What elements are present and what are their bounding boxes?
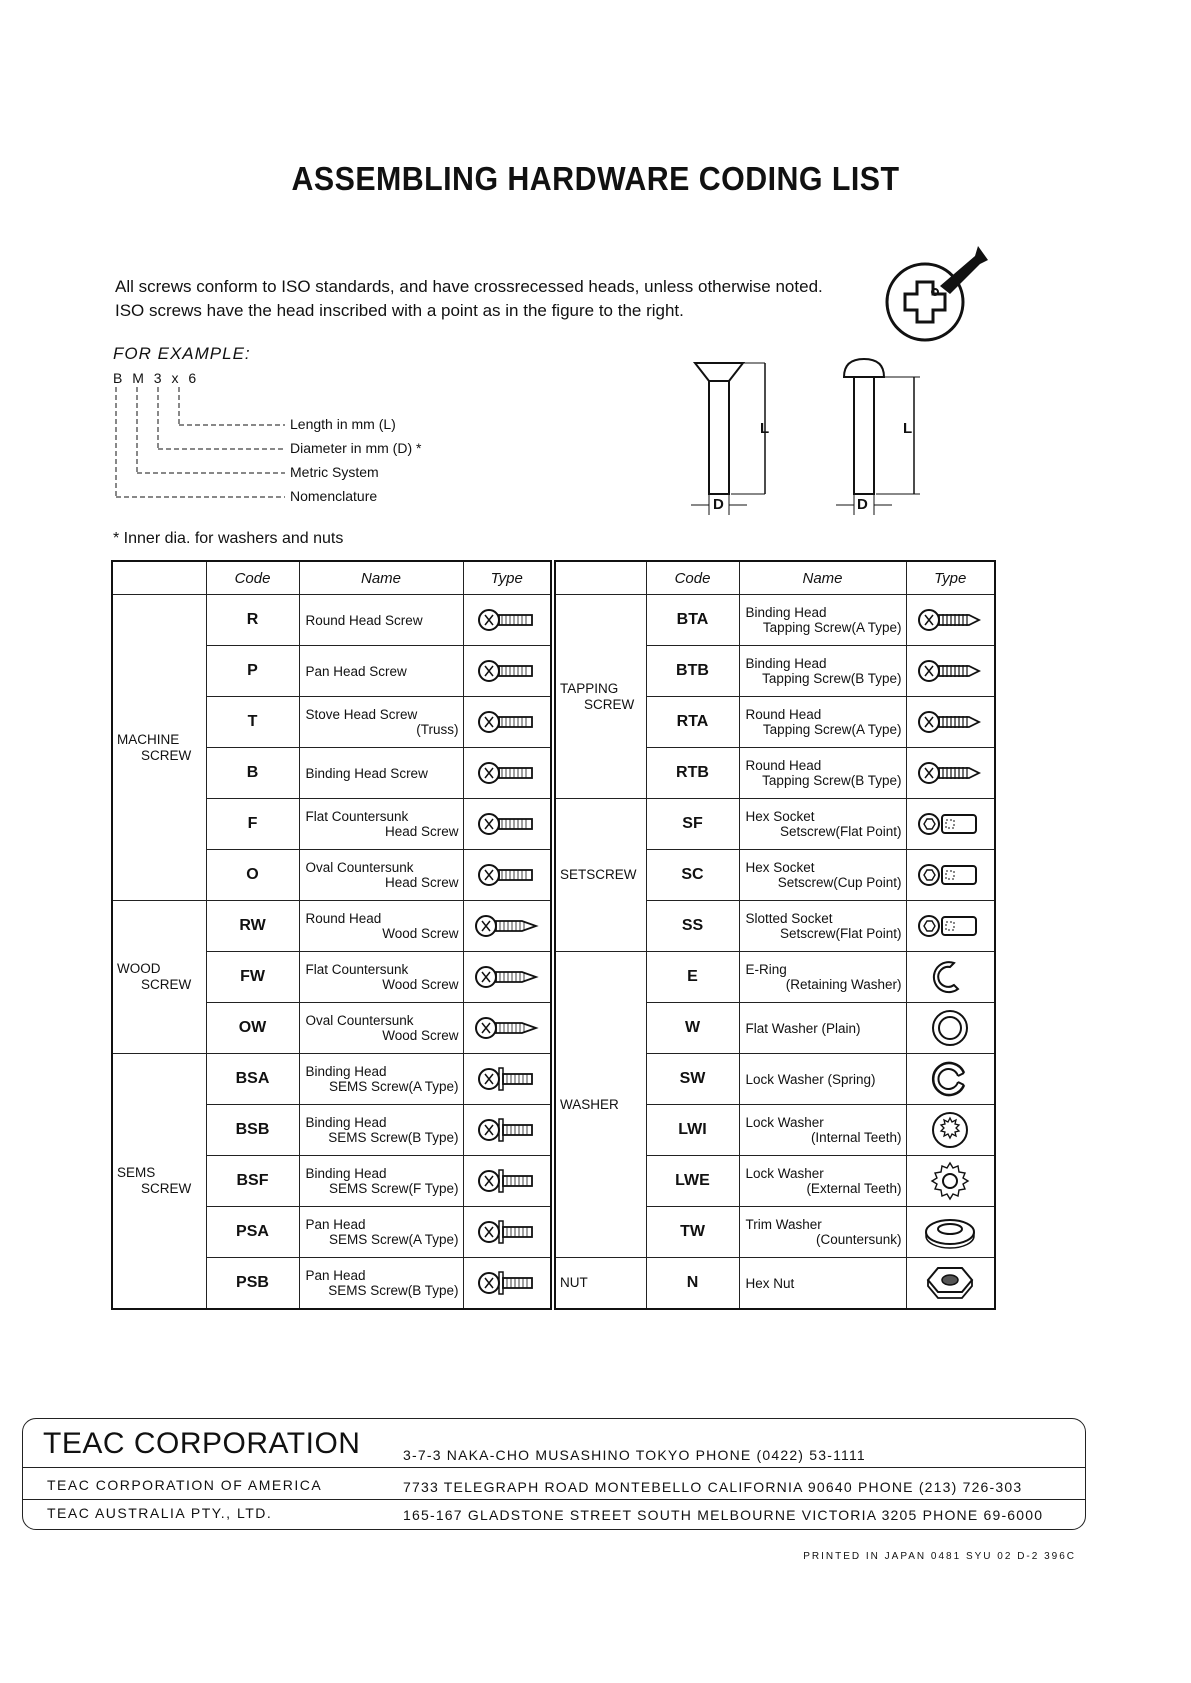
hardware-name-line-2: (Internal Teeth) (810, 1130, 902, 1145)
hardware-code: BSA (206, 1054, 299, 1105)
machine-screw-icon (463, 748, 551, 799)
hex-nut-icon (906, 1258, 995, 1310)
hardware-code: P (206, 646, 299, 697)
setscrew-icon (906, 901, 995, 952)
round-screw-dimension-figure (830, 355, 930, 520)
tapping-screw-icon (906, 595, 995, 646)
flat-washer-icon (906, 1003, 995, 1054)
table-row (555, 595, 995, 646)
hardware-name-line-2: Setscrew(Flat Point) (779, 926, 902, 941)
hardware-code: SF (646, 799, 739, 850)
hardware-name-line-2: (Truss) (416, 722, 459, 737)
hardware-name-line-2: Setscrew(Flat Point) (779, 824, 902, 839)
group-machine-screw-label: MACHINE (117, 731, 180, 747)
hardware-name (739, 1054, 906, 1105)
corp-australia-name: TEAC AUSTRALIA PTY., LTD. (47, 1505, 273, 1521)
group-machine-screw-label: SCREW (141, 747, 192, 763)
example-heading: FOR EXAMPLE: (113, 344, 251, 363)
hardware-name-line-2: (External Teeth) (806, 1181, 902, 1196)
hardware-name (299, 595, 463, 646)
hardware-code: RTA (646, 697, 739, 748)
hardware-name-line-1: Round Head Screw (305, 612, 423, 628)
group-nut-label: NUT (560, 1275, 588, 1290)
hardware-name (299, 748, 463, 799)
hardware-name (739, 595, 906, 646)
setscrew-icon (906, 799, 995, 850)
machine-screw-icon (463, 850, 551, 901)
hardware-name (299, 799, 463, 850)
type-header: Type (906, 561, 995, 595)
print-info: PRINTED IN JAPAN 0481 SYU 02 D-2 396C (803, 1551, 1076, 1562)
hardware-name-line-2: Wood Screw (382, 1028, 459, 1043)
group-tapping-screw-label: TAPPING (560, 680, 619, 696)
hardware-name (299, 1258, 463, 1310)
hardware-code: T (206, 697, 299, 748)
hardware-name-line-2: SEMS Screw(F Type) (328, 1181, 459, 1196)
hardware-name-line-1: Lock Washer (745, 1166, 824, 1181)
hardware-code: LWI (646, 1105, 739, 1156)
left-hardware-table (111, 560, 552, 1310)
sems-screw-icon (463, 1054, 551, 1105)
corp-australia-address: 165-167 GLADSTONE STREET SOUTH MELBOURNE VICTORIA 3205 PHONE 69-6000 (403, 1507, 1044, 1523)
hardware-name-line-1: Flat Countersunk (305, 809, 409, 824)
hardware-name (739, 901, 906, 952)
example-legend-lines (113, 385, 303, 505)
company-footer (22, 1418, 1086, 1530)
legend-length: Length in mm (L) (290, 416, 396, 432)
type-header: Type (463, 561, 551, 595)
table-row (555, 952, 995, 1003)
hardware-name (739, 1207, 906, 1258)
hardware-name-line-1: Lock Washer (745, 1115, 824, 1130)
machine-screw-icon (463, 646, 551, 697)
group-wood-screw-label: SCREW (141, 977, 192, 992)
sems-screw-icon (463, 1156, 551, 1207)
table-row (555, 799, 995, 850)
hardware-name-line-1: Pan Head (305, 1268, 366, 1283)
right-hardware-table (554, 560, 996, 1310)
hardware-name-line-2: SEMS Screw(A Type) (328, 1232, 459, 1247)
table-row (112, 1054, 551, 1105)
tapping-screw-icon (906, 748, 995, 799)
group-header-cell (555, 561, 646, 595)
hardware-name-line-1: Trim Washer (745, 1217, 822, 1232)
wood-screw-icon (463, 1003, 551, 1054)
hardware-name-line-2: SEMS Screw(B Type) (328, 1283, 459, 1298)
hardware-name-line-2: Tapping Screw(A Type) (762, 722, 902, 737)
hardware-name (299, 850, 463, 901)
hardware-name (739, 952, 906, 1003)
hardware-name (739, 697, 906, 748)
hardware-name (739, 850, 906, 901)
intro-text (115, 275, 823, 323)
sems-screw-icon (463, 1105, 551, 1156)
machine-screw-icon (463, 595, 551, 646)
wood-screw-icon (463, 901, 551, 952)
group-machine-screw (112, 595, 206, 901)
hardware-code: BTA (646, 595, 739, 646)
hardware-code: N (646, 1258, 739, 1310)
table-header-row (555, 561, 995, 595)
group-setscrew-label: SETSCREW (560, 867, 637, 882)
table-header-row (112, 561, 551, 595)
hardware-code: F (206, 799, 299, 850)
hardware-name-line-2: Head Screw (384, 824, 459, 839)
legend-metric: Metric System (290, 464, 379, 480)
hardware-name (299, 1003, 463, 1054)
hardware-name-line-1: Pan Head (305, 1217, 366, 1232)
hardware-name-line-2: Wood Screw (382, 977, 459, 992)
tapping-screw-icon (906, 646, 995, 697)
hardware-name (739, 799, 906, 850)
flat-screw-dimension-figure (685, 355, 785, 520)
hardware-code: O (206, 850, 299, 901)
hardware-name-line-1: Pan Head Screw (305, 663, 407, 679)
internal-tooth-washer-icon (906, 1105, 995, 1156)
hardware-name (299, 901, 463, 952)
hardware-code: W (646, 1003, 739, 1054)
hardware-name-line-1: Round Head (305, 911, 382, 926)
machine-screw-icon (463, 697, 551, 748)
table-row (555, 1258, 995, 1310)
corp-america-name: TEAC CORPORATION OF AMERICA (47, 1477, 323, 1493)
hardware-name (739, 1105, 906, 1156)
hardware-name-line-1: Lock Washer (Spring) (745, 1071, 876, 1087)
code-header: Code (646, 561, 739, 595)
hardware-name-line-1: Binding Head (745, 605, 827, 620)
corp-america-address: 7733 TELEGRAPH ROAD MONTEBELLO CALIFORNIA 90640 PHONE (213) 726-303 (403, 1479, 1023, 1495)
hardware-name (739, 646, 906, 697)
legend-nomenclature: Nomenclature (290, 488, 378, 504)
hardware-code: BSF (206, 1156, 299, 1207)
hardware-name (739, 748, 906, 799)
hardware-name (299, 1207, 463, 1258)
table-row (112, 595, 551, 646)
hardware-name-line-2: (Retaining Washer) (785, 977, 902, 992)
hardware-name (739, 1156, 906, 1207)
wood-screw-icon (463, 952, 551, 1003)
hardware-code: RW (206, 901, 299, 952)
trim-washer-icon (906, 1207, 995, 1258)
hardware-code: BSB (206, 1105, 299, 1156)
dim-L-round: L (903, 420, 913, 437)
hardware-name-line-2: Tapping Screw(B Type) (762, 671, 902, 686)
code-header: Code (206, 561, 299, 595)
hardware-name-line-1: Oval Countersunk (305, 860, 414, 875)
hardware-code: TW (646, 1207, 739, 1258)
hardware-name-line-2: SEMS Screw(B Type) (328, 1130, 459, 1145)
hardware-name-line-1: Binding Head (745, 656, 827, 671)
hardware-code: PSA (206, 1207, 299, 1258)
hardware-name-line-1: Flat Washer (Plain) (745, 1020, 861, 1036)
page-title: ASSEMBLING HARDWARE CODING LIST (291, 160, 900, 197)
hardware-name (299, 1105, 463, 1156)
corp-main-address: 3-7-3 NAKA-CHO MUSASHINO TOKYO PHONE (0422) 53-1111 (403, 1447, 866, 1463)
hardware-name-line-2: (Countersunk) (815, 1232, 902, 1247)
hardware-code: LWE (646, 1156, 739, 1207)
group-sems-screw (112, 1054, 206, 1310)
hardware-name-line-2: Tapping Screw(B Type) (762, 773, 902, 788)
hardware-name-line-1: E-Ring (745, 962, 787, 977)
hardware-name-line-1: Slotted Socket (745, 911, 833, 926)
legend-diameter: Diameter in mm (D) * (290, 440, 422, 456)
group-wood-screw (112, 901, 206, 1054)
intro-line-2: ISO screws have the head inscribed with a point as in the figure to the right. (115, 301, 684, 320)
dim-L-flat: L (760, 420, 770, 437)
hardware-name-line-1: Stove Head Screw (305, 707, 418, 722)
hardware-name (299, 646, 463, 697)
hardware-name-line-2: Tapping Screw(A Type) (762, 620, 902, 635)
hardware-name-line-2: Setscrew(Cup Point) (777, 875, 902, 890)
sems-screw-icon (463, 1258, 551, 1310)
hardware-name-line-1: Oval Countersunk (305, 1013, 414, 1028)
hardware-name (299, 1156, 463, 1207)
hardware-name (299, 697, 463, 748)
iso-head-figure-icon (880, 238, 1000, 348)
hardware-name (739, 1003, 906, 1054)
group-washer-label: WASHER (560, 1096, 619, 1112)
group-sems-screw-label: SCREW (141, 1181, 192, 1196)
machine-screw-icon (463, 799, 551, 850)
footnote: * Inner dia. for washers and nuts (113, 530, 344, 547)
dim-D-round: D (857, 496, 868, 513)
hardware-code: SC (646, 850, 739, 901)
example-code: B M 3 x 6 (113, 370, 200, 386)
name-header: Name (299, 561, 463, 595)
hardware-name-line-2: SEMS Screw(A Type) (328, 1079, 459, 1094)
hardware-name-line-2: Head Screw (384, 875, 459, 890)
hardware-name (299, 952, 463, 1003)
footer-divider (23, 1499, 1085, 1500)
name-header: Name (739, 561, 906, 595)
hardware-code: PSB (206, 1258, 299, 1310)
intro-line-1: All screws conform to ISO standards, and have crossrecessed heads, unless otherwise noted. (115, 277, 823, 296)
hardware-name-line-2: Wood Screw (382, 926, 459, 941)
spring-washer-icon (906, 1054, 995, 1105)
hardware-name-line-1: Hex Nut (745, 1275, 795, 1291)
hardware-name-line-1: Hex Socket (745, 809, 815, 824)
group-header-cell (112, 561, 206, 595)
hardware-code: RTB (646, 748, 739, 799)
hardware-name-line-1: Binding Head Screw (305, 765, 428, 781)
hardware-code: R (206, 595, 299, 646)
hardware-name-line-1: Round Head (745, 707, 822, 722)
footer-divider (23, 1467, 1085, 1468)
tapping-screw-icon (906, 697, 995, 748)
dim-D-flat: D (713, 496, 724, 513)
corp-main-name: TEAC CORPORATION (43, 1427, 361, 1460)
hardware-code: E (646, 952, 739, 1003)
hardware-name-line-1: Hex Socket (745, 860, 815, 875)
hardware-name (299, 1054, 463, 1105)
hardware-code: SW (646, 1054, 739, 1105)
hardware-name-line-1: Round Head (745, 758, 822, 773)
hardware-code: BTB (646, 646, 739, 697)
hardware-code: FW (206, 952, 299, 1003)
group-washer (555, 952, 646, 1258)
hardware-code: B (206, 748, 299, 799)
e-ring-icon (906, 952, 995, 1003)
hardware-name (739, 1258, 906, 1310)
hardware-name-line-1: Binding Head (305, 1115, 387, 1130)
hardware-name-line-1: Binding Head (305, 1064, 387, 1079)
group-sems-screw-label: SEMS (117, 1165, 156, 1180)
hardware-name-line-1: Binding Head (305, 1166, 387, 1181)
group-wood-screw-label: WOOD (117, 961, 161, 976)
group-tapping-screw (555, 595, 646, 799)
group-setscrew (555, 799, 646, 952)
table-row (112, 901, 551, 952)
group-nut (555, 1258, 646, 1310)
sems-screw-icon (463, 1207, 551, 1258)
group-tapping-screw-label: SCREW (584, 696, 635, 712)
external-tooth-washer-icon (906, 1156, 995, 1207)
hardware-code: SS (646, 901, 739, 952)
setscrew-icon (906, 850, 995, 901)
hardware-code: OW (206, 1003, 299, 1054)
hardware-name-line-1: Flat Countersunk (305, 962, 409, 977)
